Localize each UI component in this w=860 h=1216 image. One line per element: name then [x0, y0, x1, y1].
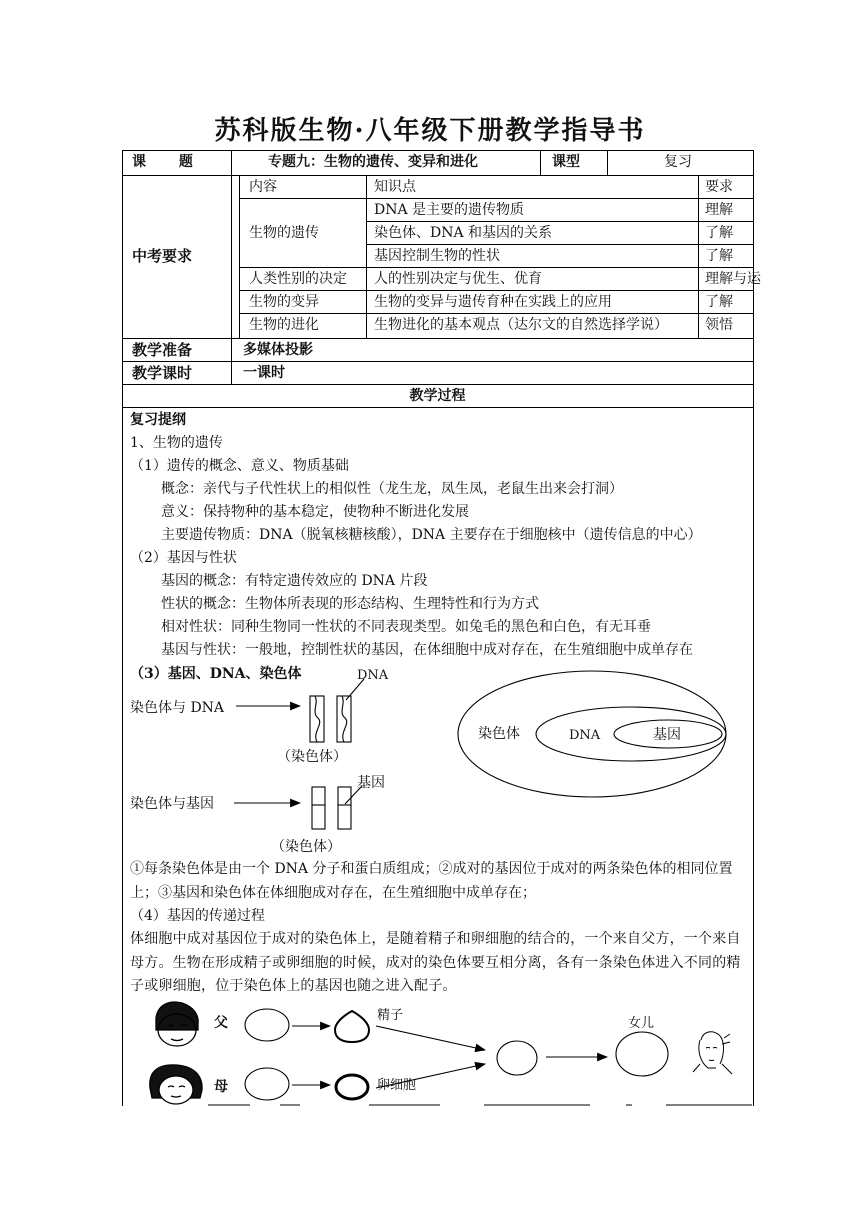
concept-text: 概念：亲代与子代性状上的相似性（龙生龙，凤生凤，老鼠生出来会打洞） — [161, 481, 623, 497]
sperm-icon — [335, 1011, 369, 1042]
trait-concept-text: 性状的概念：生物体所表现的形态结构、生理特性和行为方式 — [161, 596, 539, 612]
venn-dna-label: DNA — [569, 728, 601, 743]
knowledge-point: 基因控制生物的性状 — [374, 248, 500, 264]
venn-middle-ellipse — [536, 707, 726, 761]
chromosome-caption: （染色体） — [271, 839, 341, 855]
document-title: 苏科版生物·八年级下册教学指导书 — [214, 116, 646, 146]
chromosome-icon — [310, 696, 324, 742]
exam-requirements-label: 中考要求 — [132, 247, 193, 265]
chromosome-icon — [312, 787, 325, 829]
topic-label: 课 题 — [132, 154, 207, 170]
zygote-cell — [497, 1041, 537, 1075]
chromosome-icon — [338, 787, 351, 829]
outline-heading: 复习提纲 — [130, 412, 186, 428]
requirement-level: 了解 — [705, 225, 733, 241]
dna-pointer-label: DNA — [357, 668, 389, 683]
requirement-level: 了解 — [705, 294, 733, 310]
dna-strand-icon — [315, 696, 320, 742]
content-item: 人类性别的决定 — [249, 271, 347, 287]
mother-label: 母 — [214, 1079, 228, 1095]
knowledge-point: 人的性别决定与优生、优育 — [374, 271, 542, 287]
section-1-2: （2）基因与性状 — [130, 550, 237, 566]
arrow — [376, 1064, 485, 1088]
chromosome-gene-label: 染色体与基因 — [130, 796, 214, 812]
gene-concept-text: 基因的概念：有特定遗传效应的 DNA 片段 — [161, 573, 428, 589]
egg-label: 卵细胞 — [377, 1078, 417, 1093]
father-cell — [245, 1009, 289, 1041]
content-item: 生物的进化 — [249, 317, 319, 333]
daughter-face-icon — [693, 1032, 732, 1074]
pointer-line — [345, 786, 362, 804]
chromosome-caption: （染色体） — [277, 749, 347, 765]
material-text: 主要遗传物质：DNA（脱氧核糖核酸），DNA 主要存在于细胞核中（遗传信息的中心） — [161, 527, 702, 543]
chromosome-dna-label: 染色体与 DNA — [130, 700, 225, 716]
gene-pointer-label: 基因 — [357, 775, 385, 791]
transfer-text: 体细胞中成对基因位于成对的染色体上，是随着精子和卵细胞的结合的，一个来自父方，一个来自母方。生物在形成精子或卵细胞的时候，成对的染色体要互相分离，各有一条染色体进入不同的精子或卵细胞，位于染色体上的基因也随之进入配子。 — [130, 931, 741, 994]
relative-trait-text: 相对性状：同种生物同一性状的不同表现类型。如兔毛的黑色和白色，有无耳垂 — [161, 619, 651, 635]
requirement-level: 领悟 — [705, 317, 733, 333]
daughter-cell — [616, 1032, 668, 1076]
content-heredity: 生物的遗传 — [249, 225, 319, 241]
venn-chromosome-label: 染色体 — [478, 726, 520, 742]
summary-text: ①每条染色体是由一个 DNA 分子和蛋白质组成；②成对的基因位于成对的两条染色体的相同位置上；③基因和染色体在体细胞成对存在，在生殖细胞中成单存在； — [130, 861, 733, 901]
gene-trait-text: 基因与性状：一般地，控制性状的基因，在体细胞中成对存在，在生殖细胞中成单存在 — [161, 642, 693, 658]
column-header-requirement: 要求 — [705, 179, 733, 195]
father-face-icon — [156, 1002, 198, 1046]
teaching-prep-value: 多媒体投影 — [243, 342, 313, 358]
dna-strand-icon — [342, 696, 347, 742]
sperm-label: 精子 — [377, 1008, 404, 1023]
section-1-1: （1）遗传的概念、意义、物质基础 — [130, 458, 349, 474]
arrow — [376, 1026, 485, 1050]
knowledge-point: DNA 是主要的遗传物质 — [374, 202, 525, 218]
section-1: 1、生物的遗传 — [130, 435, 223, 451]
knowledge-point: 生物的变异与遗传育种在实践上的应用 — [374, 294, 612, 310]
requirement-level: 了解 — [705, 248, 733, 264]
teaching-hours-value: 一课时 — [243, 365, 285, 381]
mother-face-icon — [150, 1065, 202, 1104]
pointer-line — [346, 679, 364, 700]
knowledge-point: 生物进化的基本观点（达尔文的自然选择学说） — [374, 317, 668, 333]
type-label: 课型 — [552, 154, 580, 170]
venn-inner-ellipse — [614, 720, 722, 748]
section-1-4: （4）基因的传递过程 — [130, 908, 265, 924]
knowledge-point: 染色体、DNA 和基因的关系 — [374, 225, 553, 241]
process-title: 教学过程 — [409, 388, 466, 404]
teaching-prep-label: 教学准备 — [132, 341, 193, 359]
column-header-point: 知识点 — [374, 179, 416, 195]
content-item: 生物的变异 — [249, 294, 319, 310]
chromosome-icon — [337, 696, 351, 742]
venn-gene-label: 基因 — [653, 727, 681, 743]
requirement-level: 理解 — [705, 202, 733, 218]
type-value: 复习 — [664, 154, 692, 170]
egg-icon — [336, 1075, 368, 1099]
section-1-3: （3）基因、DNA、染色体 — [130, 666, 302, 682]
meaning-text: 意义：保持物种的基本稳定，使物种不断进化发展 — [161, 504, 469, 520]
column-header-content: 内容 — [249, 179, 277, 195]
daughter-label: 女儿 — [628, 1016, 655, 1031]
teaching-hours-label: 教学课时 — [132, 364, 193, 382]
requirement-level: 理解与运 — [705, 271, 761, 287]
venn-outer-ellipse — [458, 671, 726, 797]
mother-cell — [245, 1068, 289, 1100]
father-label: 父 — [214, 1015, 228, 1031]
topic-value: 专题九：生物的遗传、变异和进化 — [268, 154, 478, 170]
